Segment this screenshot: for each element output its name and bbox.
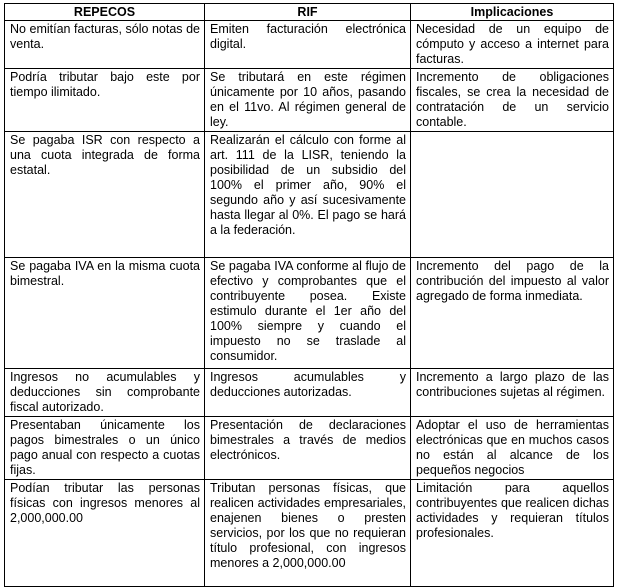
cell-repecos xyxy=(5,132,205,258)
table-row xyxy=(5,21,614,69)
cell-text: Incremento a largo plazo de las contribuciones sujetas al régimen. xyxy=(416,370,609,399)
header-implicaciones: Implicaciones xyxy=(411,4,614,21)
cell-rif xyxy=(205,369,411,417)
table-row xyxy=(5,480,614,587)
cell-text: Podían tributar las personas físicas con ingresos menores al 2,000,000.00 xyxy=(10,481,200,525)
cell-implicaciones xyxy=(411,69,614,132)
header-rif: RIF xyxy=(205,4,411,21)
header-repecos: REPECOS xyxy=(5,4,205,21)
table-row xyxy=(5,69,614,132)
cell-text: Se tributará en este régimen únicamente por 10 años, pasando en el 11vo. Al régimen general de ley. xyxy=(210,70,406,129)
cell-repecos xyxy=(5,417,205,480)
cell-text: Realizarán el cálculo con forme al art. 111 de la LISR, teniendo la posibilidad de un subsidio del 100% el primer año, 90% el segundo año y así sucesivamente hasta llegar al 0%. El pago se hará a la federación. xyxy=(210,133,406,237)
cell-rif xyxy=(205,417,411,480)
header-row xyxy=(5,4,614,21)
cell-text: Limitación para aquellos contribuyentes que realicen dichas actividades y requieran títulos profesionales. xyxy=(416,481,609,540)
cell-text: Podría tributar bajo este por tiempo ilimitado. xyxy=(10,70,200,99)
cell-text: Se pagaba ISR con respecto a una cuota integrada de forma estatal. xyxy=(10,133,200,177)
cell-implicaciones xyxy=(411,480,614,587)
cell-text: Ingresos no acumulables y deducciones sin comprobante fiscal autorizado. xyxy=(10,370,200,414)
cell-text: No emitían facturas, sólo notas de venta. xyxy=(10,22,200,51)
comparison-table xyxy=(4,3,614,587)
cell-text: Necesidad de un equipo de cómputo y acceso a internet para facturas. xyxy=(416,22,609,66)
comparison-document xyxy=(4,3,613,587)
cell-text: Presentaban únicamente los pagos bimestrales o un único pago anual con respecto a cuotas fijas. xyxy=(10,418,200,477)
cell-rif xyxy=(205,132,411,258)
cell-implicaciones xyxy=(411,132,614,258)
cell-repecos xyxy=(5,21,205,69)
cell-text: Ingresos acumulables y deducciones autorizadas. xyxy=(210,370,406,399)
cell-text: Se pagaba IVA en la misma cuota bimestral. xyxy=(10,259,200,288)
cell-implicaciones xyxy=(411,258,614,369)
cell-repecos xyxy=(5,480,205,587)
cell-text: Se pagaba IVA conforme al flujo de efectivo y comprobantes que el contribuyente posea. Existe estimulo durante el 1er año del 100% siempre y cuando el impuesto no se traslade al consumidor. xyxy=(210,259,406,363)
cell-implicaciones xyxy=(411,21,614,69)
cell-implicaciones xyxy=(411,417,614,480)
cell-text: Incremento del pago de la contribución del impuesto al valor agregado de forma inmediata. xyxy=(416,259,609,303)
table-row xyxy=(5,369,614,417)
table-row xyxy=(5,258,614,369)
cell-text: Presentación de declaraciones bimestrales a través de medios electrónicos. xyxy=(210,418,406,462)
cell-repecos xyxy=(5,369,205,417)
cell-repecos xyxy=(5,258,205,369)
cell-text: Incremento de obligaciones fiscales, se crea la necesidad de contratación de un servicio contable. xyxy=(416,70,609,129)
cell-repecos xyxy=(5,69,205,132)
cell-rif xyxy=(205,480,411,587)
table-row xyxy=(5,417,614,480)
cell-rif xyxy=(205,69,411,132)
table-row xyxy=(5,132,614,258)
cell-text: Emiten facturación electrónica digital. xyxy=(210,22,406,51)
cell-rif xyxy=(205,21,411,69)
cell-text: Tributan personas físicas, que realicen actividades empresariales, enajenen bienes o presten servicios, por los que no requieran título profesional, con ingresos menores a 2,000,000.00 xyxy=(210,481,406,570)
cell-text: Adoptar el uso de herramientas electrónicas que en muchos casos no están al alcance de los pequeños negocios xyxy=(416,418,609,477)
cell-rif xyxy=(205,258,411,369)
cell-implicaciones xyxy=(411,369,614,417)
